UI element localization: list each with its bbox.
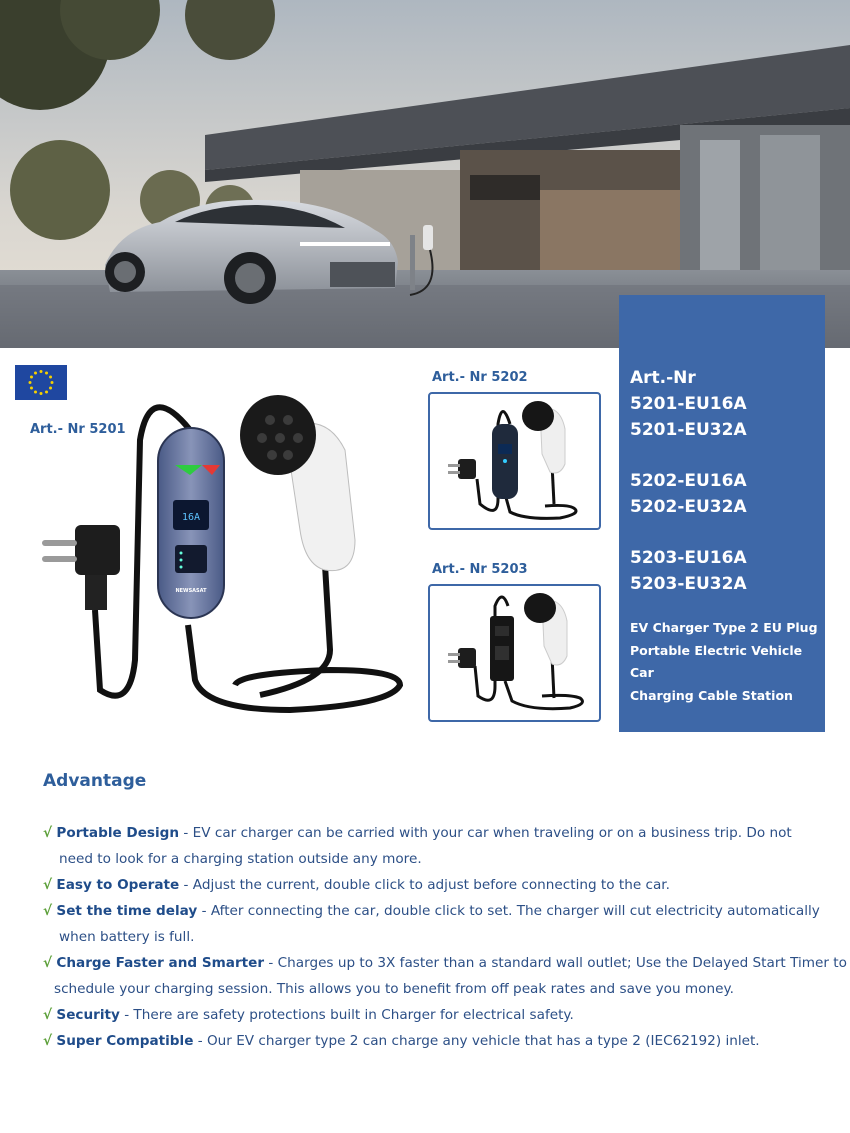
- advantage-title: Portable Design: [56, 825, 180, 841]
- art-label-5202: Art.- Nr 5202: [432, 370, 528, 385]
- advantage-title: Charge Faster and Smarter: [56, 955, 265, 971]
- advantage-title: Super Compatible: [56, 1033, 194, 1049]
- advantage-text-cont: when battery is full.: [59, 929, 195, 945]
- art-label-5201: Art.- Nr 5201: [30, 422, 126, 437]
- check-icon: √: [43, 1007, 53, 1023]
- check-icon: √: [43, 825, 53, 841]
- panel-title: Art.-Nr: [630, 368, 696, 388]
- description-line: Charging Cable Station: [630, 687, 793, 703]
- article-code: 5202-EU32A: [630, 497, 747, 517]
- advantage-title: Set the time delay: [56, 903, 198, 919]
- advantage-text: - There are safety protections built in Charger for electrical safety.: [119, 1007, 574, 1023]
- article-code: 5201-EU16A: [630, 394, 747, 414]
- advantage-title: Easy to Operate: [56, 877, 180, 893]
- advantage-text: - Charges up to 3X faster than a standard wall outlet; Use the Delayed Start Timer to: [264, 955, 847, 971]
- product-box-5203: [428, 584, 601, 722]
- article-group-5201: [630, 391, 825, 443]
- device-display-value: 16A: [181, 512, 201, 523]
- advantage-text: - Our EV charger type 2 can charge any vehicle that has a type 2 (IEC62192) inlet.: [193, 1033, 760, 1049]
- advantage-text-cont: schedule your charging session. This allows you to benefit from off peak rates and save you money.: [54, 981, 734, 997]
- advantage-title: Security: [56, 1007, 120, 1023]
- product-description: [630, 617, 825, 707]
- advantage-item: [43, 872, 849, 898]
- article-code: 5202-EU16A: [630, 471, 747, 491]
- advantage-text: - After connecting the car, double click to set. The charger will cut electricity automatically: [197, 903, 820, 919]
- advantage-item: [43, 950, 849, 1002]
- advantage-item: [43, 820, 849, 872]
- advantage-item: [43, 898, 849, 950]
- article-code: 5203-EU32A: [630, 574, 747, 594]
- advantage-list: [43, 820, 849, 1054]
- advantage-item: [43, 1028, 849, 1054]
- check-icon: √: [43, 1033, 53, 1049]
- check-icon: √: [43, 877, 53, 893]
- check-icon: √: [43, 955, 53, 971]
- description-line: EV Charger Type 2 EU Plug: [630, 620, 818, 635]
- advantage-text: - Adjust the current, double click to adjust before connecting to the car.: [179, 877, 670, 893]
- art-label-5203: Art.- Nr 5203: [432, 562, 528, 577]
- article-number-panel: [619, 295, 825, 732]
- advantage-heading: Advantage: [43, 771, 147, 791]
- advantage-item: [43, 1002, 849, 1028]
- product-image-5201: [30, 380, 420, 730]
- check-icon: √: [43, 903, 53, 919]
- product-box-5202: [428, 392, 601, 530]
- advantage-text: - EV car charger can be carried with your car when traveling or on a business trip. Do not: [179, 825, 792, 841]
- article-group-5203: [630, 545, 825, 597]
- description-line: Portable Electric Vehicle Car: [630, 642, 803, 680]
- advantage-text-cont: need to look for a charging station outside any more.: [59, 851, 422, 867]
- article-code: 5203-EU16A: [630, 548, 747, 568]
- article-code: 5201-EU32A: [630, 420, 747, 440]
- article-group-5202: [630, 468, 825, 520]
- device-brand: NEWSASAT: [175, 588, 207, 594]
